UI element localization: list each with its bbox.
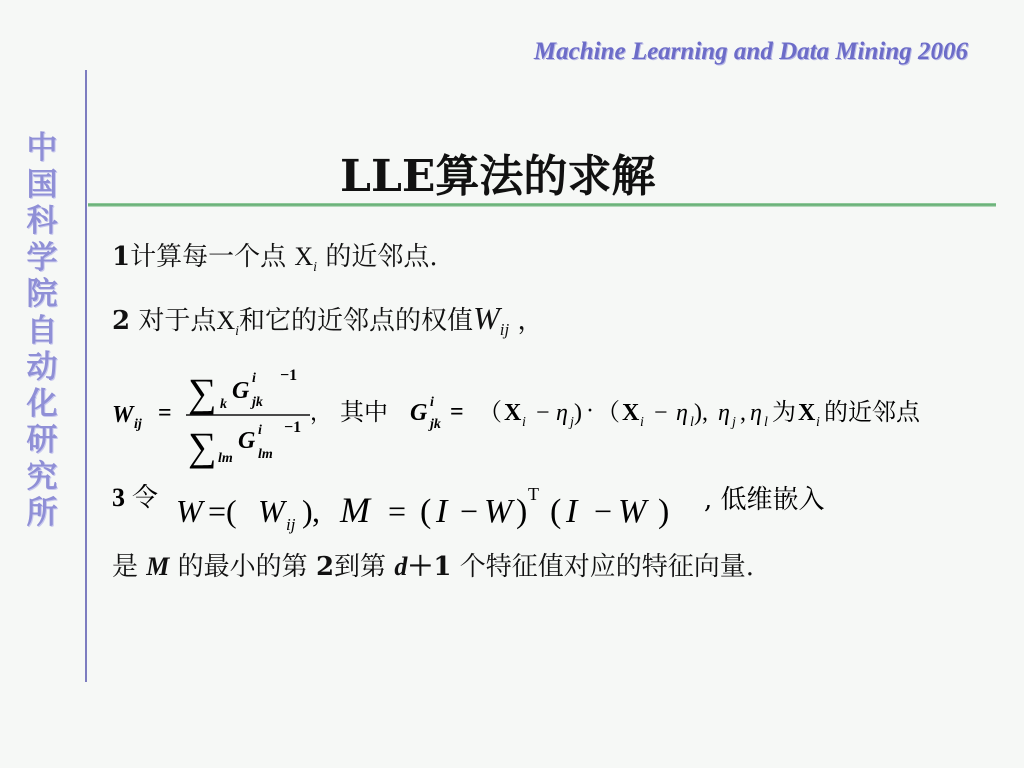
institute-char: 中 (26, 130, 58, 166)
minus-b: − (594, 493, 613, 529)
step-2 (112, 300, 543, 340)
step-4 (112, 546, 754, 583)
institute-char: 动 (26, 349, 58, 385)
W-def-sub: ij (286, 515, 296, 534)
close-paren-2: ), (694, 400, 708, 426)
formula-lhs-sub: ij (134, 417, 142, 432)
G-eq: = (450, 399, 464, 425)
I-b: I (566, 493, 578, 530)
step-2-comma: ， (517, 306, 544, 336)
step-4-plus: ＋ (407, 552, 434, 582)
step-1-sub: i (313, 260, 318, 276)
X-1: X (504, 400, 522, 426)
institute-char: 所 (26, 495, 58, 531)
step-3-number: 3 (112, 484, 125, 512)
vertical-divider (85, 70, 87, 682)
num-G: G (232, 378, 250, 404)
transpose-T: T (528, 484, 539, 504)
institute-char: 自 (26, 312, 58, 349)
institute-char: 研 (26, 422, 58, 458)
institute-char: 学 (26, 239, 58, 276)
eta-j: η (556, 400, 568, 426)
W-def-close: ) (302, 493, 313, 529)
slide-title: LLE算法的求解 (340, 151, 656, 202)
den-sub: lm (258, 447, 273, 462)
W-def-Wij: W (258, 493, 285, 529)
step-2-w-sub: ij (499, 320, 510, 340)
tail-b: 的近邻点 (824, 398, 920, 426)
step-4-text-b: 的最小的第 (177, 552, 308, 582)
paren-close-a: ) (516, 493, 528, 530)
W-def-comma: , (312, 493, 320, 529)
W-def-W: W (176, 493, 203, 529)
X-2-sub: i (640, 415, 644, 430)
den-sup: i (258, 423, 262, 438)
eta-j-sub: j (570, 415, 574, 430)
paren-open-a: ( (420, 493, 432, 530)
formula-lhs: W (112, 402, 134, 428)
close-paren-1: ) (574, 400, 582, 426)
paren-open-b: ( (550, 493, 562, 530)
G-sup: i (430, 395, 434, 410)
paren-close-b: ) (658, 493, 670, 530)
step-4-d: d (394, 552, 408, 581)
I-a: I (436, 493, 448, 530)
den-G: G (238, 428, 256, 454)
minus-1: − (536, 400, 550, 426)
step-3-suffix: , 低维嵌入 (704, 485, 825, 515)
num-sub: jk (252, 395, 263, 410)
num-sum-icon: ∑ (188, 370, 217, 415)
step-4-text-c: 到第 (334, 552, 387, 582)
X-2: X (622, 400, 640, 426)
institute-char: 国 (26, 166, 58, 203)
step-2-text-a: 对于点 (138, 306, 217, 336)
step-1 (112, 236, 438, 276)
step-1-number: 1 (112, 242, 131, 272)
eta-l-2-sub: l (764, 415, 768, 430)
institute-char: 究 (26, 458, 58, 495)
den-exp: −1 (284, 419, 302, 436)
institute-char: 化 (26, 385, 58, 422)
X-1-sub: i (522, 415, 526, 430)
G-sub: jk (430, 417, 441, 432)
tail-a: 为 (772, 398, 796, 426)
tail-X-sub: i (816, 415, 820, 430)
step-1-var: X (294, 242, 314, 271)
M-symbol: M (340, 490, 370, 530)
den-sum-icon: ∑ (188, 424, 217, 469)
cdot: · (586, 398, 594, 424)
where-label: 其中 (340, 398, 388, 426)
step-2-w: W (473, 300, 500, 336)
step-2-text-b: 和它的近邻点的权值 (239, 306, 474, 336)
minus-a: − (460, 493, 479, 529)
M-eq: = (388, 493, 407, 529)
eta-l-sub: l (690, 415, 694, 430)
weight-formula (112, 362, 1002, 472)
institute-vertical-label (18, 130, 66, 532)
step-4-text-d: 个特征值对应的特征向量. (459, 552, 754, 582)
open-paren-1: （ (478, 400, 502, 426)
eta-l: η (676, 400, 688, 426)
eta-j-2-sub: j (732, 415, 736, 430)
step-4-M: M (146, 552, 170, 581)
step-4-text-a: 是 (112, 552, 139, 582)
step-2-number: 2 (112, 306, 131, 336)
den-sum-sub: lm (218, 451, 233, 466)
num-sup: i (252, 371, 256, 386)
num-exp: −1 (280, 367, 298, 384)
num-sum-sub: k (220, 397, 227, 412)
W-a: W (484, 493, 513, 530)
step-3 (112, 484, 882, 540)
formula-eq: = (158, 400, 172, 426)
W-def-eq: =( (208, 493, 237, 529)
eta-j-2: η (718, 400, 730, 426)
institute-char: 院 (26, 276, 58, 312)
step-2-sub: i (235, 324, 240, 340)
step-1-text-b: 的近邻点. (325, 242, 438, 272)
W-b: W (618, 493, 647, 530)
formula-comma: ， (310, 400, 333, 425)
eta-l-2: η (750, 400, 762, 426)
open-paren-2: （ (596, 400, 620, 426)
step-1-text-a: 计算每一个点 (130, 242, 287, 272)
conference-header: Machine Learning and Data Mining 2006 (533, 38, 968, 65)
institute-char: 科 (26, 203, 58, 239)
comma-eta: , (740, 400, 746, 426)
step-2-var: X (216, 306, 236, 335)
minus-2: − (654, 400, 668, 426)
step-4-two: 2 (315, 552, 335, 582)
step-3-ling: 令 (132, 484, 159, 513)
G-symbol: G (410, 400, 428, 426)
tail-X: X (798, 400, 816, 426)
title-underline (88, 203, 996, 207)
step-4-one: 1 (433, 552, 452, 582)
